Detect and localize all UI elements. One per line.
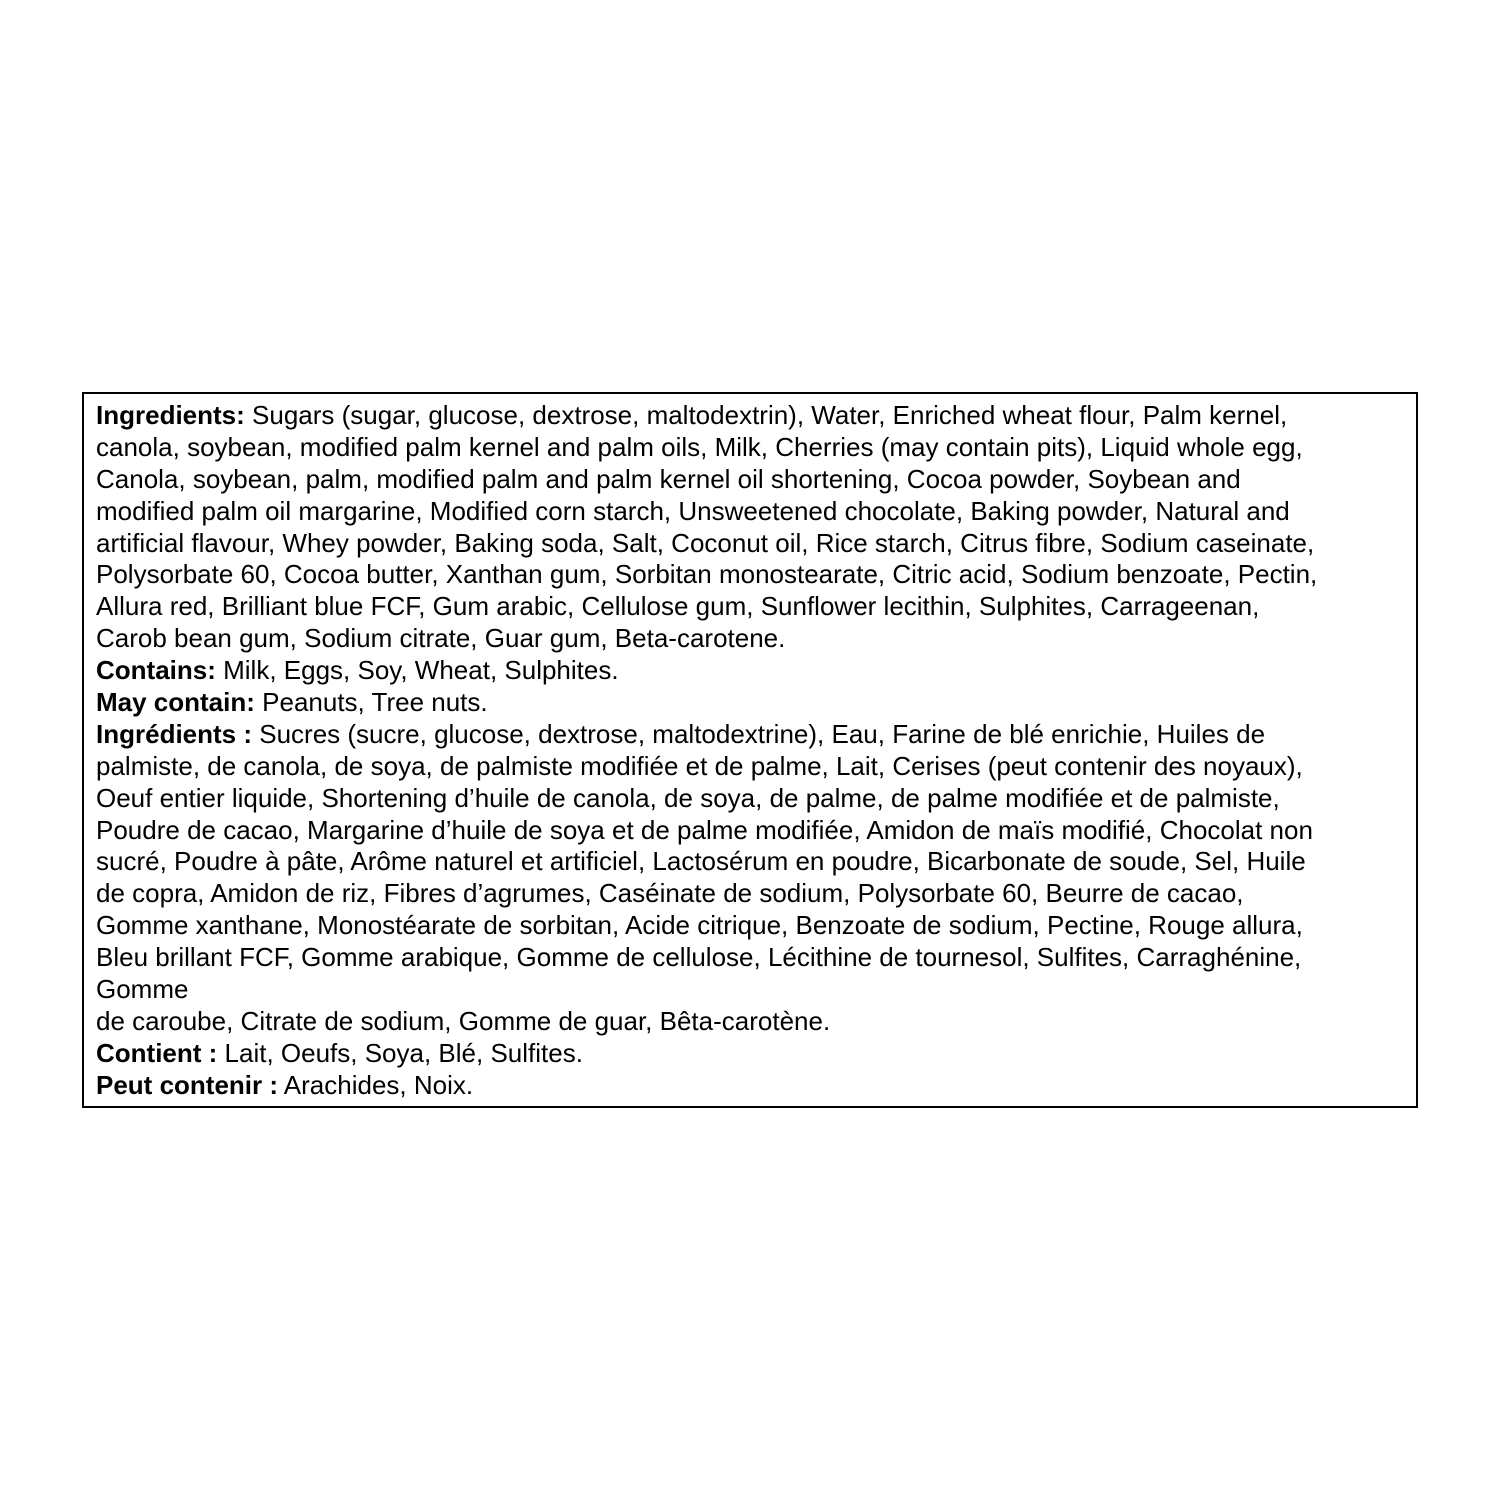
- fr-ingredients-line-9: Gomme: [96, 974, 189, 1005]
- fr-contains-heading: Contient :: [96, 1037, 218, 1068]
- en-ingredients-line-3: Canola, soybean, palm, modified palm and palm kernel oil shortening, Cocoa powder, Soybean and: [96, 463, 1241, 494]
- en-ingredients-line-4: modified palm oil margarine, Modified corn starch, Unsweetened chocolate, Baking powder, Natural and: [96, 495, 1290, 526]
- en-ingredients-line-1: [96, 400, 1406, 432]
- fr-ingredients-line-5: sucré, Poudre à pâte, Arôme naturel et artificiel, Lactosérum en poudre, Bicarbonate de soude, Sel, Huile: [96, 846, 1306, 877]
- fr-may-contain-text: Arachides, Noix.: [278, 1069, 474, 1100]
- fr-ingredients-line-1: [96, 719, 1406, 751]
- fr-ingredients-line-3: Oeuf entier liquide, Shortening d’huile de canola, de soya, de palme, de palme modifiée et de palmiste,: [96, 782, 1280, 813]
- en-may-contain-heading: May contain:: [96, 687, 255, 718]
- fr-may-contain-line: [96, 1070, 1406, 1102]
- en-contains-heading: Contains:: [96, 655, 216, 686]
- fr-ingredients-line-8: Bleu brillant FCF, Gomme arabique, Gomme de cellulose, Lécithine de tournesol, Sulfites, Carraghénine,: [96, 942, 1302, 973]
- fr-ingredients-line-6: de copra, Amidon de riz, Fibres d’agrumes, Caséinate de sodium, Polysorbate 60, Beurre de cacao,: [96, 878, 1244, 909]
- ingredient-text-block: [96, 400, 1406, 1102]
- fr-may-contain-heading: Peut contenir :: [96, 1069, 279, 1100]
- fr-contains-line: [96, 1038, 1406, 1070]
- en-contains-line: [96, 655, 1406, 687]
- en-ingredients-line-8: Carob bean gum, Sodium citrate, Guar gum, Beta-carotene.: [96, 623, 786, 654]
- fr-ingredients-text: Sucres (sucre, glucose, dextrose, maltodextrine), Eau, Farine de blé enrichie, Huiles de: [252, 718, 1266, 749]
- en-ingredients-text: Sugars (sugar, glucose, dextrose, maltodextrin), Water, Enriched wheat flour, Palm kernel,: [244, 400, 1288, 430]
- en-ingredients-heading: Ingredients:: [96, 400, 245, 430]
- en-ingredients-line-7: Allura red, Brilliant blue FCF, Gum arabic, Cellulose gum, Sunflower lecithin, Sulphites, Carrageenan,: [96, 591, 1260, 622]
- fr-ingredients-line-2: palmiste, de canola, de soya, de palmiste modifiée et de palme, Lait, Cerises (peut contenir des noyaux),: [96, 750, 1303, 781]
- en-ingredients-line-5: artificial flavour, Whey powder, Baking soda, Salt, Coconut oil, Rice starch, Citrus fibre, Sodium caseinate,: [96, 527, 1315, 558]
- fr-contains-text: Lait, Oeufs, Soya, Blé, Sulfites.: [217, 1037, 583, 1068]
- fr-ingredients-line-10: de caroube, Citrate de sodium, Gomme de guar, Bêta-carotène.: [96, 1005, 831, 1036]
- fr-ingredients-heading: Ingrédients :: [96, 718, 253, 749]
- fr-ingredients-line-7: Gomme xanthane, Monostéarate de sorbitan, Acide citrique, Benzoate de sodium, Pectine, Rouge allura,: [96, 910, 1303, 941]
- en-may-contain-line: [96, 687, 1406, 719]
- ingredient-label-box: [82, 392, 1418, 1108]
- en-contains-text: Milk, Eggs, Soy, Wheat, Sulphites.: [215, 655, 619, 686]
- fr-ingredients-line-4: Poudre de cacao, Margarine d’huile de soya et de palme modifiée, Amidon de maïs modifié, Chocolat non: [96, 814, 1313, 845]
- en-ingredients-line-6: Polysorbate 60, Cocoa butter, Xanthan gum, Sorbitan monostearate, Citric acid, Sodium benzoate, Pectin,: [96, 559, 1318, 590]
- en-may-contain-text: Peanuts, Tree nuts.: [254, 687, 488, 718]
- en-ingredients-line-2: canola, soybean, modified palm kernel and palm oils, Milk, Cherries (may contain pits), Liquid whole egg,: [96, 431, 1303, 462]
